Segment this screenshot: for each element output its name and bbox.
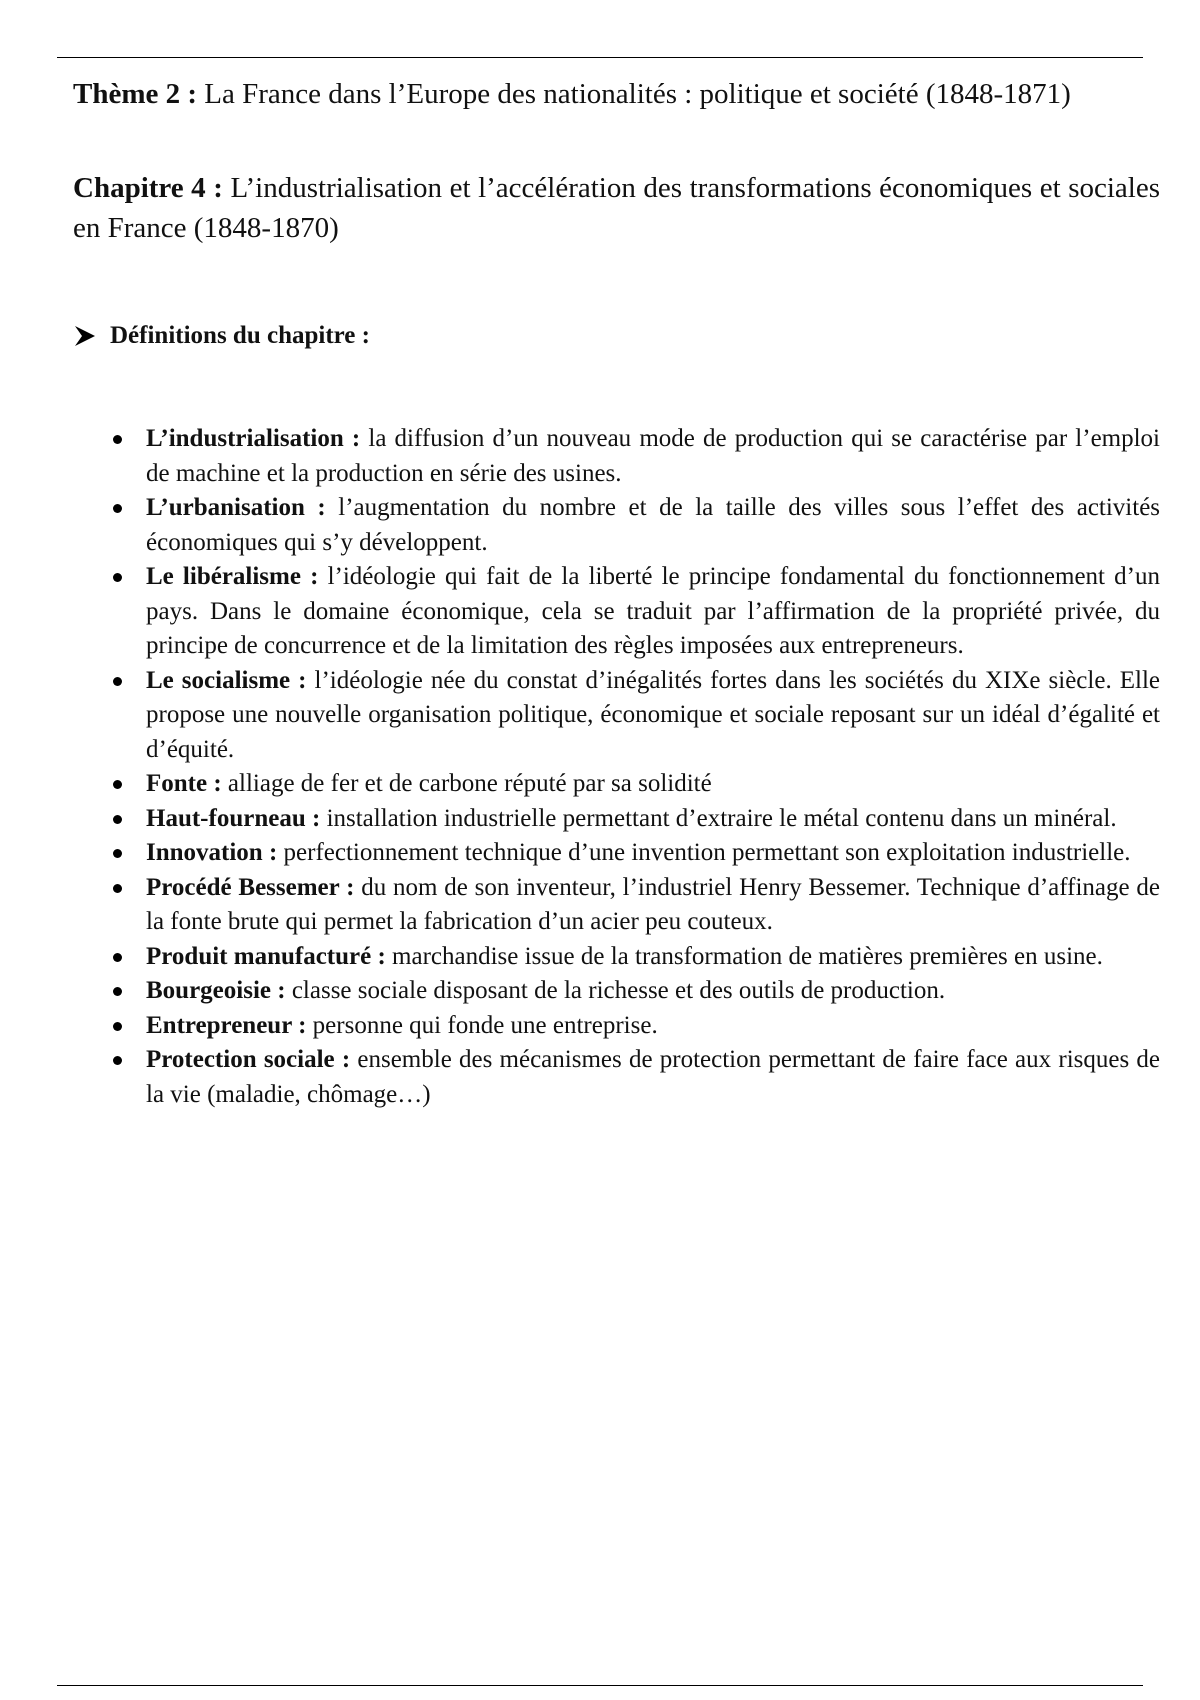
definitions-list — [146, 422, 1160, 1112]
definition-text: la diffusion d’un nouveau mode de production qui se caractérise par l’emploi de machine et la production en série des usines. — [146, 425, 1160, 487]
definition-term: Le socialisme : — [146, 666, 307, 694]
definition-term: L’industrialisation : — [146, 425, 361, 452]
definition-term: Produit manufacturé : — [146, 942, 386, 970]
definitions-title-text: Définitions du chapitre : — [110, 322, 370, 349]
bullet-icon — [113, 884, 122, 893]
bottom-rule — [57, 1685, 1143, 1686]
definition-text: l’idéologie qui fait de la liberté le principe fondamental du fonctionnement d’un pays. Dans le domaine économique, cela se traduit par l’affirmation de la propriété privée, du principe de concurrence et de la limitation des règles imposées aux entrepreneurs. — [146, 563, 1160, 659]
definition-text: marchandise issue de la transformation de matières premières en usine. — [392, 942, 1103, 970]
bullet-icon — [113, 953, 122, 962]
list-item — [146, 974, 1160, 1009]
definition-term: Le libéralisme : — [146, 563, 319, 590]
definition-text: alliage de fer et de carbone réputé par sa solidité — [227, 770, 712, 797]
definition-text: l’augmentation du nombre et de la taille des villes sous l’effet des activités économiques qui s’y développent. — [146, 494, 1161, 556]
list-item — [146, 491, 1160, 560]
list-item — [146, 1043, 1160, 1112]
definition-text: classe sociale disposant de la richesse et des outils de production. — [291, 977, 946, 1004]
chapter-heading — [73, 168, 1160, 248]
theme-heading — [73, 74, 1160, 114]
bullet-icon — [113, 677, 122, 686]
bullet-icon — [113, 1056, 122, 1065]
definition-term: Haut-fourneau : — [146, 804, 321, 832]
list-item — [146, 422, 1160, 491]
list-item — [146, 836, 1160, 871]
definition-text: perfectionnement technique d’une invention permettant son exploitation industrielle. — [283, 839, 1131, 866]
bullet-icon — [113, 987, 122, 996]
definition-term: Bourgeoisie : — [146, 977, 286, 1004]
bullet-icon — [113, 815, 122, 824]
definition-text: ensemble des mécanismes de protection permettant de faire face aux risques de la vie (maladie, chômage…) — [146, 1046, 1161, 1108]
top-rule — [57, 57, 1143, 58]
arrowhead-bullet-icon — [72, 323, 98, 349]
definition-text: personne qui fonde une entreprise. — [312, 1011, 658, 1039]
theme-label: Thème 2 : — [73, 78, 198, 110]
definition-text: du nom de son inventeur, l’industriel Henry Bessemer. Technique d’affinage de la fonte brute qui permet la fabrication d’un acier peu couteux. — [146, 873, 1160, 935]
bullet-icon — [113, 1022, 122, 1031]
definition-term: Innovation : — [146, 839, 278, 866]
list-item — [146, 560, 1160, 664]
definitions-title — [72, 322, 370, 350]
list-item — [146, 1009, 1160, 1044]
chapter-text: L’industrialisation et l’accélération des transformations économiques et sociales en France (1848-1870) — [73, 172, 1161, 245]
definition-term: Protection sociale : — [146, 1046, 351, 1073]
definition-term: L’urbanisation : — [146, 494, 326, 521]
chapter-label: Chapitre 4 : — [73, 172, 223, 204]
definition-text: l’idéologie née du constat d’inégalités fortes dans les sociétés du XIXe siècle. Elle propose une nouvelle organisation politique, économique et sociale reposant sur un idéal d’égalité et d’équité. — [146, 666, 1160, 763]
list-item — [146, 664, 1160, 768]
bullet-icon — [113, 849, 122, 858]
definition-term: Entrepreneur : — [146, 1011, 307, 1039]
bullet-icon — [113, 435, 122, 444]
definition-term: Fonte : — [146, 770, 222, 797]
bullet-icon — [113, 780, 122, 789]
definition-term: Procédé Bessemer : — [146, 873, 355, 901]
list-item — [146, 802, 1160, 837]
list-item — [146, 767, 1160, 802]
list-item — [146, 940, 1160, 975]
theme-text: La France dans l’Europe des nationalités : politique et société (1848-1871) — [204, 78, 1071, 110]
definition-text: installation industrielle permettant d’extraire le métal contenu dans un minéral. — [326, 804, 1117, 832]
list-item — [146, 871, 1160, 940]
bullet-icon — [113, 573, 122, 582]
bullet-icon — [113, 504, 122, 513]
